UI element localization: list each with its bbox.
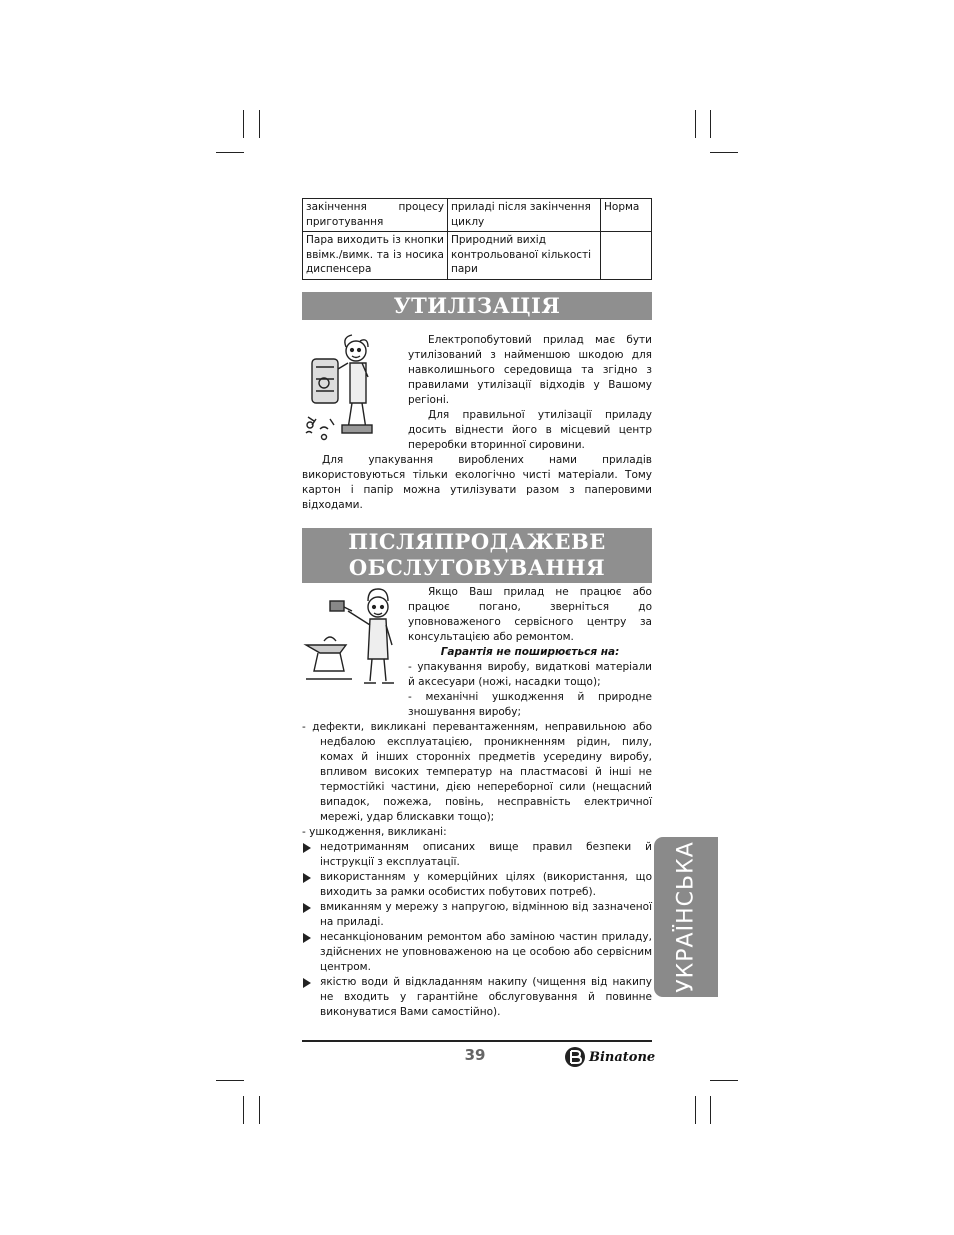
bullet-text: недотриманням описаних вище правил безпеки й інструкції з експлуатації. (320, 840, 652, 868)
paragraph: Якщо Ваш прилад не працює або працює погано, зверніться до уповноваженого сервісного центру за консультацією або ремонтом. (408, 585, 652, 643)
list-item: - дефекти, викликані перевантаженням, неправильною або недбалою експлуатацією, проникненням рідин, пилу, комах й інших сторонніх предметів усередину виробу, впливом високих температур на пластмасові й інші не термостійкі частини, дією непереборної сили (нещасний випадок, пожежа, повінь, несправність електричної мережі, удар блискавки тощо); (302, 720, 652, 823)
brand-name: Binatone (589, 1049, 656, 1065)
table-cell: Природний вихід контрольованої кількості пари (448, 232, 601, 280)
table-cell: приладі після закінчення циклу (448, 199, 601, 232)
service-heading-line: ПІСЛЯПРОДАЖЕВЕ (348, 528, 606, 554)
table-cell: Пара виходить із кнопки ввімк./вимк. та із носика диспенсера (303, 232, 448, 280)
paragraph: Для упакування вироблених нами приладів використовуються тільки екологічно чисті матеріали. Тому картон і папір можна утилізувати разом з паперовими відходами. (302, 453, 652, 511)
crop-mark (259, 1096, 260, 1124)
table-row (303, 199, 652, 232)
crop-mark (710, 1080, 738, 1081)
service-section (302, 585, 652, 1020)
bullet-item (302, 840, 652, 870)
troubleshooting-table (302, 198, 652, 280)
bullet-text: несанкціонованим ремонтом або заміною частин приладу, здійснених не уповноваженою на це особою або сервісним центром. (320, 930, 652, 973)
brand-logo (563, 1046, 655, 1068)
crop-mark (216, 1080, 244, 1081)
recycling-text (408, 333, 652, 453)
list-item: - упакування виробу, видаткові матеріали й аксесуари (ножі, насадки тощо); (408, 660, 652, 688)
paragraph: Для правильної утилізації приладу досить віднести його в місцевий центр переробки вторинної сировини. (408, 408, 652, 451)
bullet-item (302, 870, 652, 900)
blacksmith-illustration (302, 585, 406, 689)
crop-mark (216, 152, 244, 153)
bullet-item (302, 975, 652, 1020)
crop-mark (695, 1096, 696, 1124)
crop-mark (710, 152, 738, 153)
language-tab (654, 837, 718, 997)
bullet-triangle-icon (303, 933, 311, 943)
bullet-text: використанням у комерційних цілях (використання, що виходить за рамки особистих побутових потреб). (320, 870, 652, 898)
bullet-item (302, 930, 652, 975)
crop-mark (710, 1096, 711, 1124)
bullet-triangle-icon (303, 873, 311, 883)
page-content (302, 198, 652, 1020)
bullet-text: вмиканням у мережу з напругою, відмінною від зазначеної на приладі. (320, 900, 652, 928)
recycling-illustration (302, 333, 402, 445)
bullet-triangle-icon (303, 978, 311, 988)
service-text (408, 585, 652, 720)
footer-divider (302, 1040, 652, 1042)
recycling-section (302, 333, 652, 513)
table-cell: закінчення процесу приготування (303, 199, 448, 232)
binatone-logo-icon (563, 1046, 587, 1068)
language-tab-label: УКРАЇНСЬКА (673, 841, 699, 993)
crop-mark (243, 110, 244, 138)
crop-mark (243, 1096, 244, 1124)
crop-mark (259, 110, 260, 138)
crop-mark (710, 110, 711, 138)
service-heading-line: ОБСЛУГОВУВАННЯ (348, 554, 606, 580)
bullet-triangle-icon (303, 903, 311, 913)
table-cell: Норма (601, 199, 652, 232)
recycling-heading: УТИЛІЗАЦІЯ (302, 292, 652, 320)
list-item: - ушкодження, викликані: (302, 825, 447, 838)
warranty-heading: Гарантія не поширюється на: (440, 645, 620, 658)
bullet-triangle-icon (303, 843, 311, 853)
service-heading (302, 528, 652, 583)
table-cell (601, 232, 652, 280)
bullet-text: якістю води й відкладанням накипу (чищення від накипу не входить у гарантійне обслуговування й повинне виконуватися Вами самостійно). (320, 975, 652, 1018)
paragraph: Електропобутовий прилад має бути утилізований з найменшою шкодою для навколишнього середовища та згідно з правилами утилізації відходів у Вашому регіоні. (408, 333, 652, 406)
table-row (303, 232, 652, 280)
bullet-item (302, 900, 652, 930)
crop-mark (695, 110, 696, 138)
list-item: - механічні ушкодження й природне зношування виробу; (408, 690, 652, 718)
page-number: 39 (464, 1046, 486, 1064)
